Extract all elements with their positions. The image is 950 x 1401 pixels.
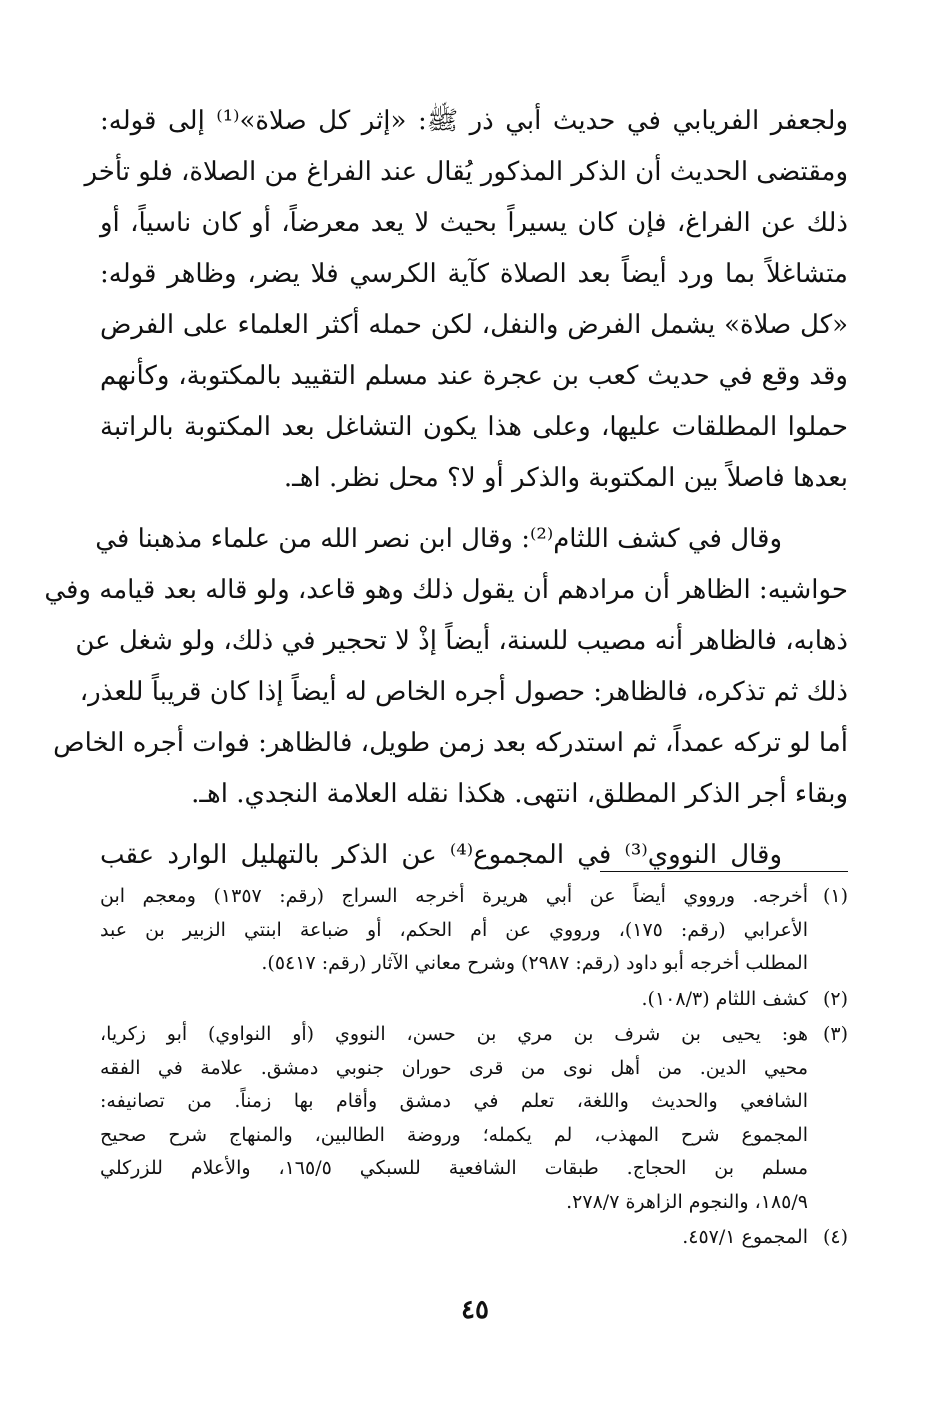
footnote-line: مسلم بن الحجاج. طبقات الشافعية للسبكي ١٦٥/٥، والأعلام للزركلي	[100, 1157, 808, 1179]
footnote-number: (٢)	[822, 987, 848, 1010]
footnote-line: محيي الدين. من أهل نوى من قرى حوران جنوبي دمشق. علامة في الفقه	[100, 1056, 808, 1079]
text-line: ذلك ثم تذكره، فالظاهر: حصول أجره الخاص له أيضاً إذا كان قريباً للعذر،	[79, 677, 848, 707]
footnote-line: المجموع شرح المهذب، لم يكمله؛ وروضة الطالبين، والمنهاج شرح صحيح	[100, 1123, 808, 1146]
text-line: بعدها فاصلاً بين المكتوبة والذكر أو لا؟ محل نظر. اهـ.	[283, 463, 848, 493]
paragraph-3	[100, 830, 848, 881]
footnote-text	[100, 880, 808, 981]
footnote-number: (١)	[822, 885, 848, 907]
text-line: وقال النووي⁽³⁾ في المجموع⁽⁴⁾ عن الذكر بالتهليل الوارد عقب	[100, 840, 783, 870]
footnote-number: (٣)	[822, 1023, 848, 1045]
text-line: ذلك عن الفراغ، فإن كان يسيراً بحيث لا يعد معرضاً، أو كان ناسياً، أو	[100, 208, 848, 238]
text-line: وقال في كشف اللثام⁽²⁾: وقال ابن نصر الله من علماء مذهبنا في	[95, 524, 782, 554]
text-line: أما لو تركه عمداً، ثم استدركه بعد زمن طويل، فالظاهر: فوات أجره الخاص	[53, 728, 848, 758]
text-line: ذهابه، فالظاهر أنه مصيب للسنة، أيضاً إذْ لا تحجير في ذلك، ولو شغل عن	[75, 626, 848, 656]
footnotes	[100, 880, 848, 1257]
footnote-text	[100, 1018, 808, 1219]
footnote-line: كشف اللثام (١٠٨/٣).	[641, 987, 808, 1010]
footnote-2	[100, 983, 848, 1017]
text-line: وبقاء أجر الذكر المطلق، انتهى. هكذا نقله العلامة النجدي. اهـ.	[191, 779, 848, 809]
footnote-line: المطلب أخرجه أبو داود (رقم: ٢٩٨٧) وشرح معاني الآثار (رقم: ٥٤١٧).	[261, 952, 808, 974]
paragraph-2	[44, 514, 848, 820]
footnote-line: الشافعي والحديث واللغة، تعلم في دمشق وأقام بها زمناً. من تصانيفه:	[100, 1090, 808, 1112]
footnote-line: المجموع ٤٥٧/١.	[682, 1226, 808, 1248]
text-line: حواشيه: الظاهر أن مرادهم أن يقول ذلك وهو قاعد، ولو قاله بعد قيامه وفي	[44, 575, 848, 605]
footnote-text	[100, 1221, 808, 1255]
footnote-1	[100, 880, 848, 981]
footnote-text	[100, 983, 808, 1017]
footnote-number: (٤)	[822, 1226, 848, 1248]
paragraph-1	[84, 96, 848, 504]
page-number: ٤٥	[461, 1295, 489, 1325]
footnote-3	[100, 1018, 848, 1219]
footnote-4	[100, 1221, 848, 1255]
main-text	[44, 96, 848, 881]
footnote-line: هو: يحيى بن شرف بن مري بن حسن، النووي (أو النواوي) أبو زكريا،	[100, 1023, 808, 1045]
footnote-line: الأعرابي (رقم: ١٧٥)، ورووي عن أم الحكم، أو ضباعة ابنتي الزبير بن عبد	[100, 918, 808, 941]
text-line: وقد وقع في حديث كعب بن عجرة عند مسلم التقييد بالمكتوبة، وكأنهم	[100, 361, 848, 391]
footnote-separator	[600, 871, 848, 872]
text-line: حملوا المطلقات عليها، وعلى هذا يكون التشاغل بعد المكتوبة بالراتبة	[100, 412, 848, 442]
footnote-line: أخرجه. ورووي أيضاً عن أبي هريرة أخرجه السراج (رقم: ١٣٥٧) ومعجم ابن	[100, 885, 808, 907]
footnote-line: ١٨٥/٩، والنجوم الزاهرة ٢٧٨/٧.	[566, 1190, 808, 1213]
text-line: «كل صلاة» يشمل الفرض والنفل، لكن حمله أكثر العلماء على الفرض	[100, 310, 848, 340]
text-line: ومقتضى الحديث أن الذكر المذكور يُقال عند الفراغ من الصلاة، فلو تأخر	[84, 157, 848, 187]
text-line: ولجعفر الفريابي في حديث أبي ذر ﷺ: «إثر كل صلاة»⁽¹⁾ إلى قوله:	[100, 106, 848, 136]
text-line: متشاغلاً بما ورد أيضاً بعد الصلاة كآية الكرسي فلا يضر، وظاهر قوله:	[100, 259, 848, 289]
